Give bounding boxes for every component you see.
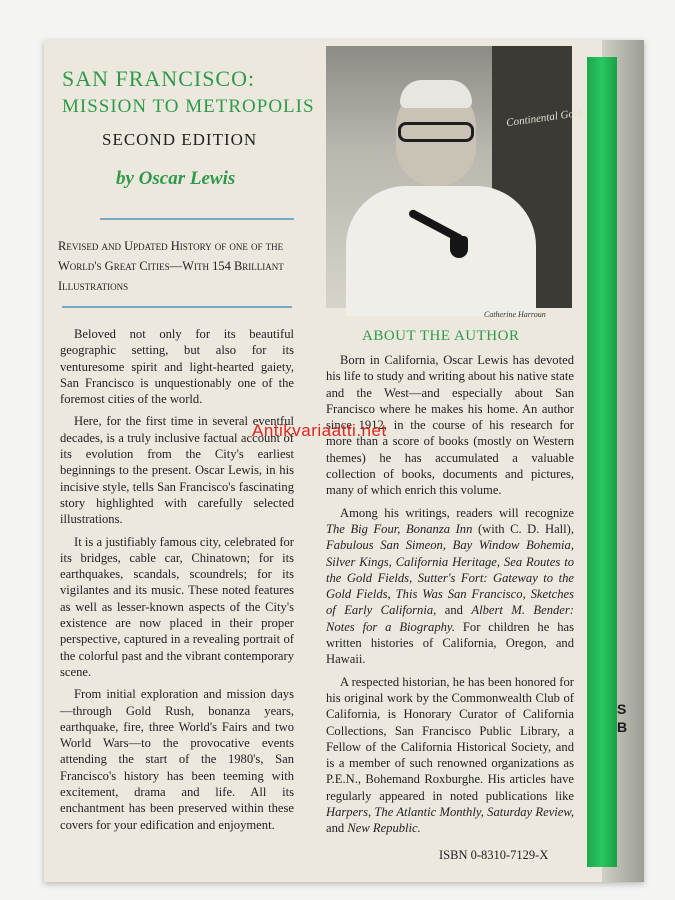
bio-text: Among his writings, readers will recognize [340,505,574,520]
bio-paragraph: Born in California, Oscar Lewis has devoted his life to study and writing about his native state and the West—and especially about San Francisco where he makes his home. An author since 1912, in the course of his research for more than a score of books (mostly on Western themes) he has accumulated a valuable collection of books, documents and pictures, many of which enrich this volume. [326,353,574,498]
divider-rule [100,218,294,220]
author-byline: by Oscar Lewis [116,168,236,189]
spine-green-band [587,57,617,867]
book-back-cover [44,40,644,882]
tagline: Revised and Updated History of one of the World's Great Cities—With 154 Brilliant Illustrations [58,239,284,293]
description-paragraph: Beloved not only for its beautiful geographic setting, but also for its venturesome spirit and light-hearted gaiety, San Francisco is unquestionably one of the foremost cities of the world. [60,327,294,407]
description-paragraph: It is a justifiably famous city, celebrated for its bridges, cable car, Chinatown; for its earthquakes, scandals, scoundrels; for its vigilantes and its music. These noted features as well as lesser-known aspects of the City's existence are now placed in their proper perspective, captured in a revealing portrait of the colorful past and the vibrant contemporary scene. [60,534,294,679]
description-paragraph: Here, for the first time in several eventful decades, is a truly inclusive factual account of its evolution from the City's earliest beginnings to the present. Oscar Lewis, in his incisive style, tells San Francisco's fascinating story highlighted with carefully selected illustrations. [60,414,294,527]
description-column [60,326,294,839]
title-line-2: MISSION TO METROPOLIS [62,96,315,117]
spine-letters [617,700,639,760]
author-photo [326,46,584,308]
bio-paragraph [326,505,574,668]
spine-letter: S [617,701,627,717]
about-heading: ABOUT THE AUTHOR [362,328,520,344]
spine-letter: B [617,719,628,735]
bio-text: (with C. D. Hall), [477,521,574,536]
author-hair-shape [400,80,472,108]
pipe-bowl-shape [450,236,468,258]
divider-rule [62,306,292,308]
bio-text: A respected historian, he has been honored for his original work by the Commonwealth Club of California, is Honorary Curator of California Collections, San Francisco Public Library, a Fellow of the California Historical Society, and is a member of such renowned organizations as P.E.N., Bohemand Roxburghe. His articles have regularly appeared in noted publications like [326,674,574,803]
author-shirt-shape [346,186,536,316]
publication-title: Harpers, The Atlantic Monthly, Saturday Review, [326,805,574,820]
book-title: Albert M. Bender: Notes for a Biography. [326,603,574,634]
bio-text: For children he has written histories of California, Oregon, and Hawaii. [326,619,574,667]
bio-paragraph [326,674,574,837]
book-title: The Big Four, Bonanza Inn [326,521,473,536]
photo-book-spine-title: Continental Gold [505,106,584,130]
book-title: Fabulous San Simeon, Bay Window Bohemia, Silver Kings, California Heritage, Sea Routes to the Gold Fields, Sutter's Fort: Gateway to the Gold Fields, This Was San Francisco, Sketches of Early California, [326,538,574,618]
bio-text: and [326,821,345,836]
glasses-shape [398,122,474,142]
description-paragraph: From initial exploration and mission days—through Gold Rush, bonanza years, earthquake, fire, three World's Fairs and two World Wars—to the provocative events attending the start of the 1980's, San Francisco's history has been teeming with excitement, drama and life. All its enchantment has been preserved within these covers for your edification and enjoyment. [60,687,294,832]
edition-label: SECOND EDITION [102,130,258,149]
isbn-number: ISBN 0-8310-7129-X [439,848,549,862]
bio-text: and [444,603,463,618]
watermark: Antikvariaatti.net [252,421,387,440]
photo-credit: Catherine Harroun [484,310,546,319]
publication-title: New Republic. [347,821,421,836]
title-line-1: SAN FRANCISCO: [62,66,256,91]
